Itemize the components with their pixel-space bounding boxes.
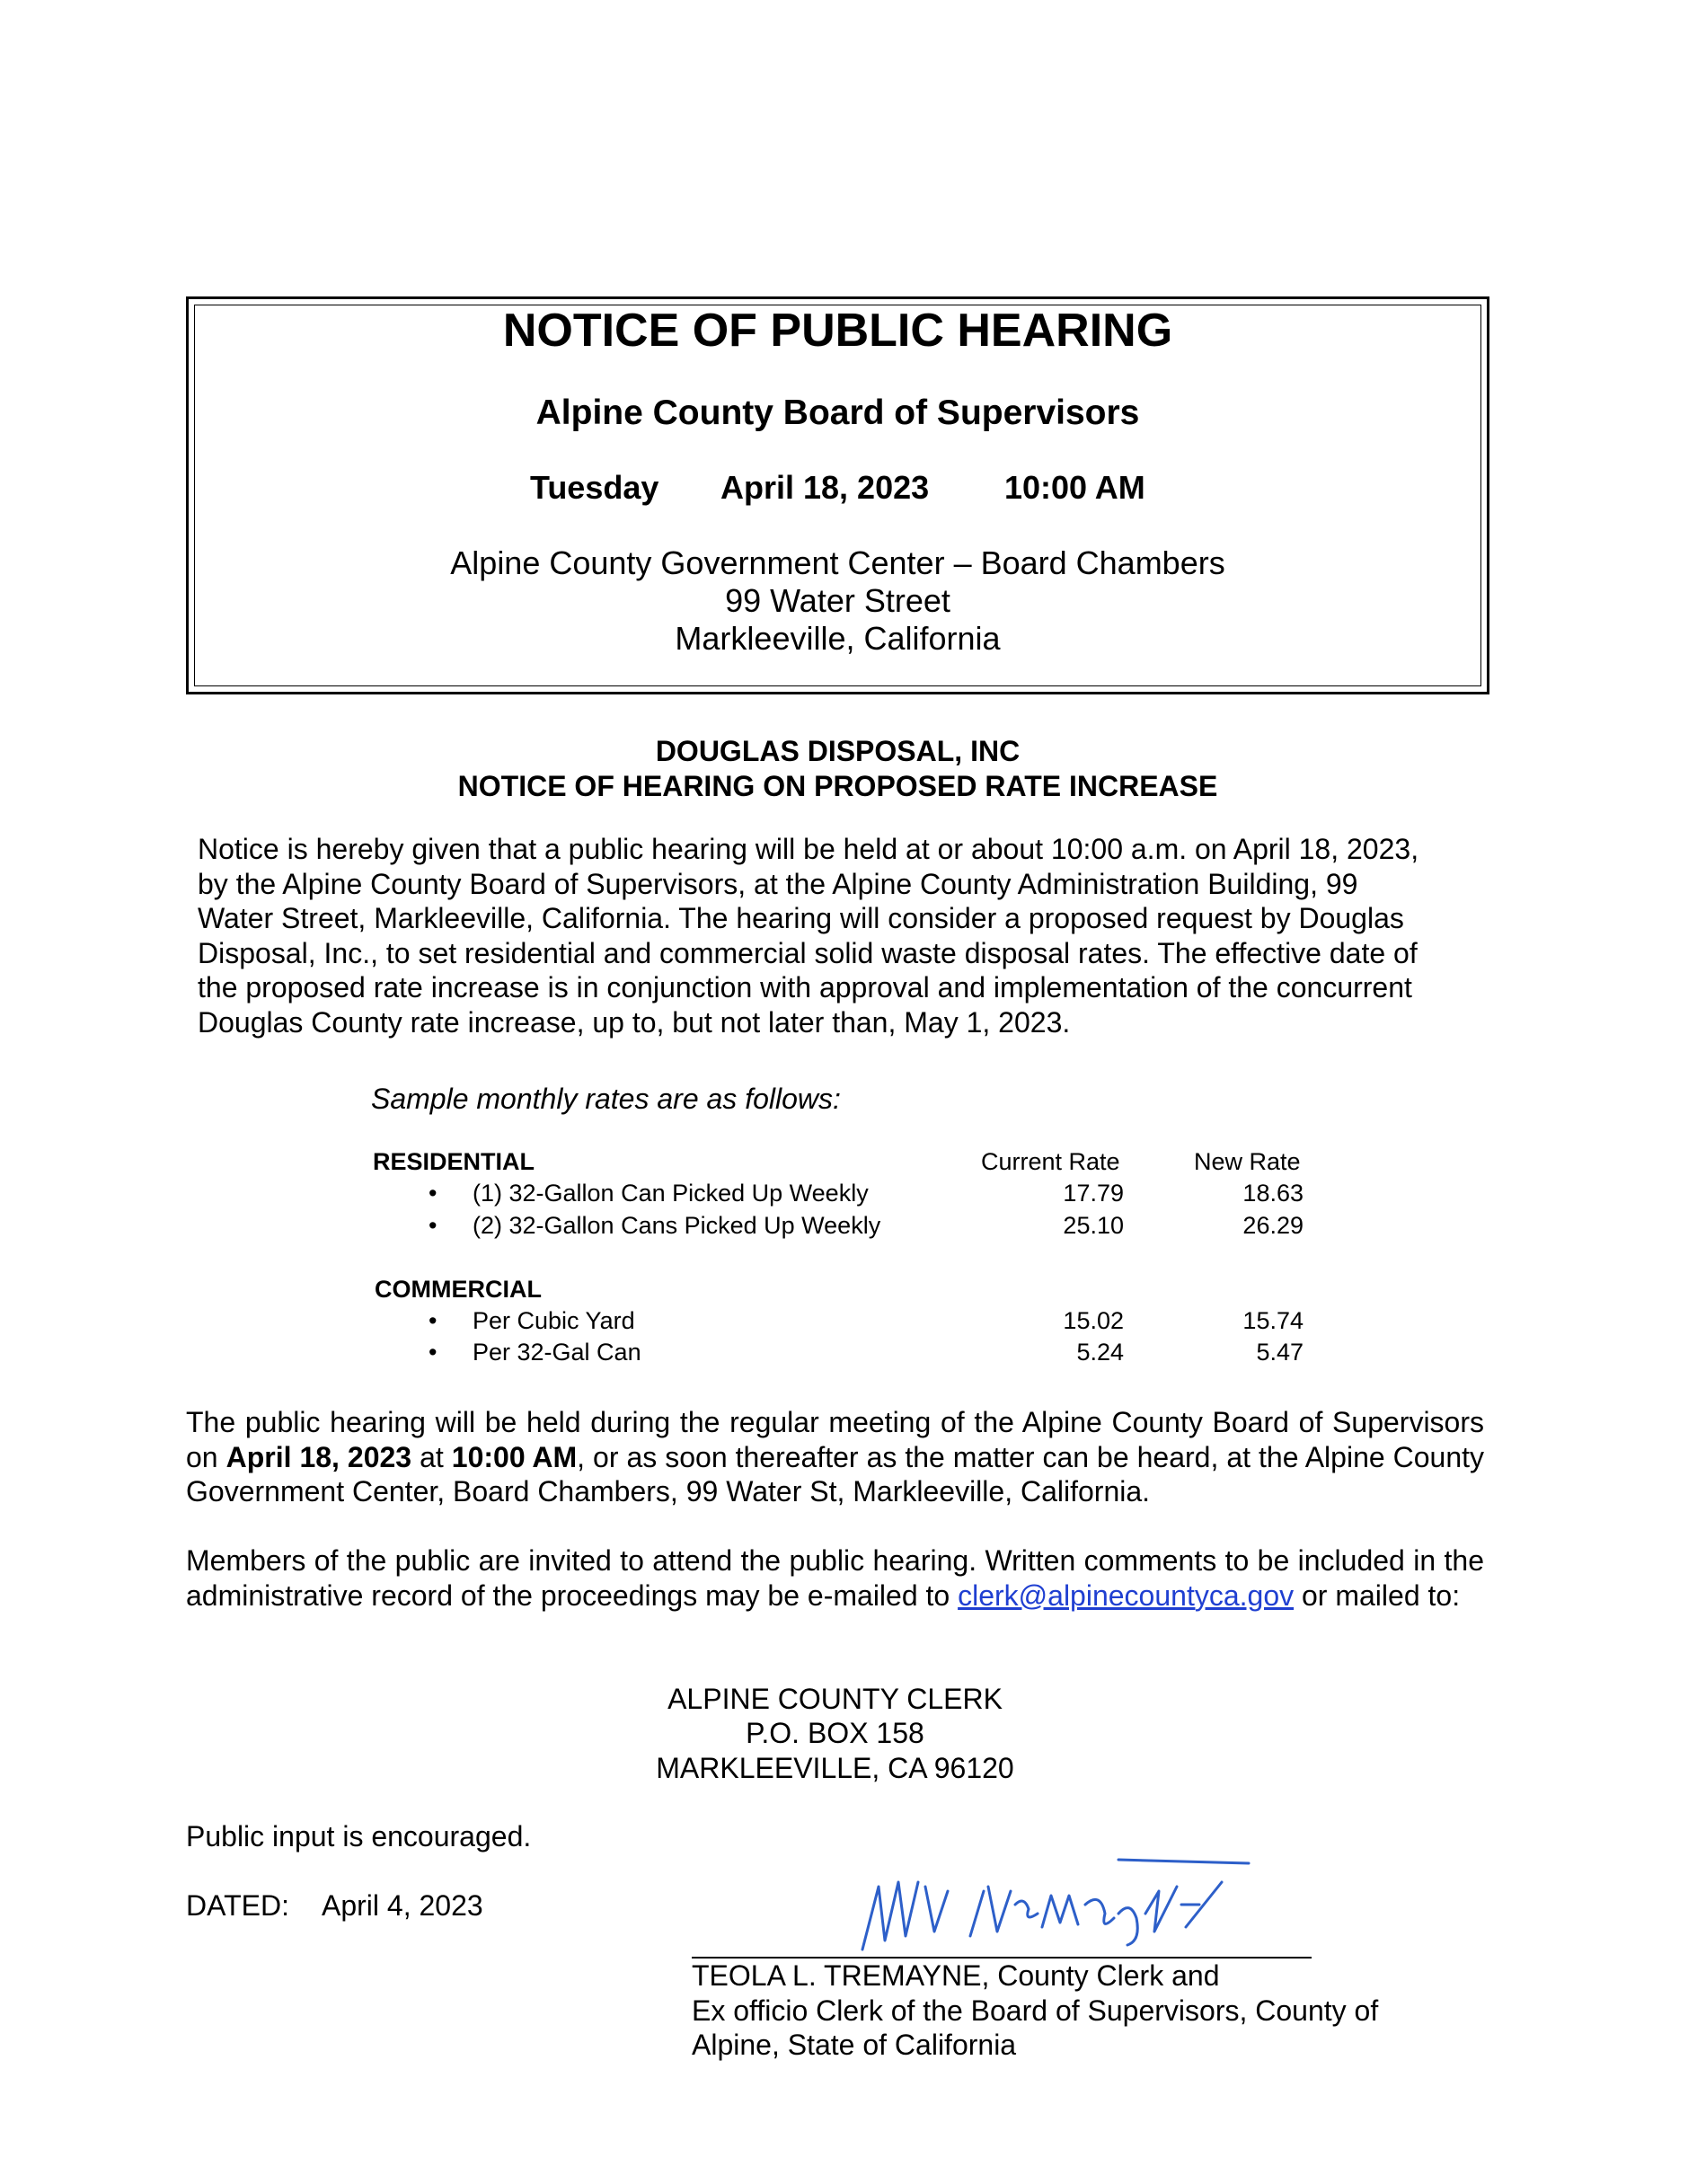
paragraph-line: Douglas County rate increase, up to, but not later than, May 1, 2023. [198,1005,1071,1039]
venue-line-1: Alpine County Government Center – Board Chambers [450,544,1225,581]
paragraph-line: Disposal, Inc., to set residential and commercial solid waste disposal rates. The effective date of [198,936,1418,969]
hearing-paragraph [186,1405,1484,1509]
rate-item-new: 15.74 [1242,1307,1304,1334]
public-input-statement: Public input is encouraged. [186,1820,532,1852]
notice-title: NOTICE OF PUBLIC HEARING [502,305,1173,357]
signature-strokes [862,1860,1249,1950]
bullet-icon: • [429,1307,437,1334]
current-rate-header: Current Rate [981,1148,1120,1175]
commercial-label: COMMERCIAL [375,1276,542,1303]
bullet-icon: • [429,1180,437,1207]
dated-value: April 4, 2023 [322,1889,483,1922]
mailing-line-1: ALPINE COUNTY CLERK [667,1683,1003,1715]
rate-item-name: Per 32-Gal Can [473,1339,641,1366]
rate-item-new: 18.63 [1242,1180,1304,1207]
clerk-email-link[interactable]: clerk@alpinecountyca.gov [958,1578,1295,1612]
board-name: Alpine County Board of Supervisors [535,393,1140,432]
paragraph-text: Members of the public are invited to attend the public hearing. Written comments to be included in the administrative record of the proceedings may be e-mailed to [186,1544,1484,1612]
rate-item-name: Per Cubic Yard [473,1307,635,1334]
mailing-line-3: MARKLEEVILLE, CA 96120 [656,1752,1014,1784]
mailing-line-2: P.O. BOX 158 [746,1717,924,1749]
rate-item-new: 26.29 [1242,1212,1304,1239]
paragraph-line: the proposed rate increase is in conjunction with approval and implementation of the concurrent [198,971,1412,1004]
signer-line-2: Ex officio Clerk of the Board of Supervisors, County of [692,1994,1379,2027]
rate-item-new: 5.47 [1256,1339,1304,1366]
paragraph-text: or mailed to: [1294,1578,1461,1612]
paragraph-text: at [411,1440,452,1473]
signer-line-1: TEOLA L. TREMAYNE, County Clerk and [692,1959,1220,1992]
notice-subheading: NOTICE OF HEARING ON PROPOSED RATE INCREASE [457,770,1218,802]
paragraph-text: , or as soon thereafter as the matter can be heard, at the Alpine County Government Center, Board Chambers, 99 Water St, Markleeville, California. [186,1440,1485,1508]
rate-item-name: (2) 32-Gallon Cans Picked Up Weekly [473,1212,881,1239]
bullet-icon: • [429,1212,437,1239]
paragraph-bold-date: April 18, 2023 [225,1440,412,1473]
hearing-date: April 18, 2023 [720,469,930,506]
venue-line-2: 99 Water Street [725,582,950,619]
bullet-icon: • [429,1339,437,1366]
rate-item-current: 5.24 [1076,1339,1124,1366]
signer-line-3: Alpine, State of California [692,2029,1017,2061]
notice-paragraph [198,832,1484,1039]
paragraph-line: by the Alpine County Board of Supervisors, at the Alpine County Administration Building, 99 [198,867,1358,900]
residential-label: RESIDENTIAL [373,1148,535,1175]
rate-item-current: 25.10 [1063,1212,1124,1239]
rate-item-current: 15.02 [1063,1307,1124,1334]
rates-intro: Sample monthly rates are as follows: [371,1083,841,1115]
hearing-time: 10:00 AM [1004,469,1145,506]
comments-paragraph [186,1543,1484,1613]
dated-label: DATED: [186,1889,289,1922]
paragraph-line: Notice is hereby given that a public hearing will be held at or about 10:00 a.m. on April 18, 2023, [198,833,1419,865]
paragraph-line: Water Street, Markleeville, California. The hearing will consider a proposed request by Douglas [198,902,1404,934]
rate-item-name: (1) 32-Gallon Can Picked Up Weekly [473,1180,869,1207]
paragraph-bold-time: 10:00 AM [451,1440,578,1473]
handwritten-signature [844,1851,1258,1959]
company-heading: DOUGLAS DISPOSAL, INC [655,735,1021,767]
venue-line-3: Markleeville, California [675,620,1001,657]
paragraph-text: The public hearing will be held during the regular meeting of the Alpine County Board of Supervisors on [186,1406,1484,1473]
rate-item-current: 17.79 [1063,1180,1124,1207]
new-rate-header: New Rate [1194,1148,1301,1175]
hearing-day: Tuesday [530,469,659,506]
